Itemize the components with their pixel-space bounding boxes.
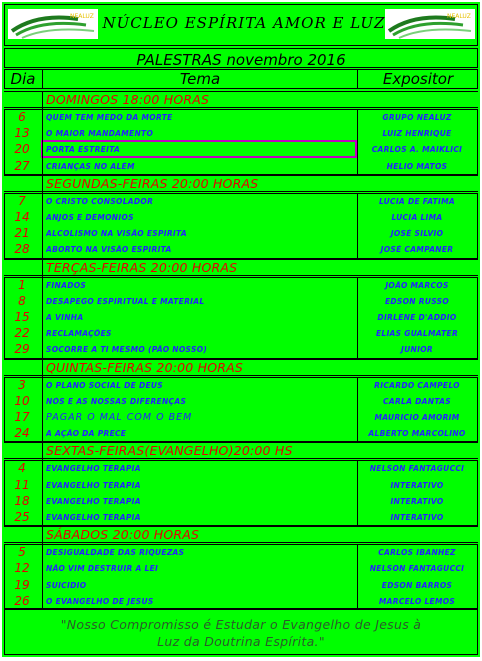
row-speaker: INTERATIVO [390,513,444,522]
column-day: Dia [10,70,36,88]
row-theme: CRIANÇAS NO ALÉM [46,161,135,171]
row-speaker: CARLOS A. MAIKLICI [371,145,463,155]
section-heading: TERÇAS-FEIRAS 20:00 HORAS [46,259,238,275]
section-rows-frame [4,544,478,610]
row-speaker: ALBERTO MARCOLINO [368,429,466,439]
row-speaker: DIRLENE D'ADDIO [377,313,457,322]
section-rows-frame [4,460,478,526]
logo-text: NEALUZ [447,13,471,20]
row-day: 1 [18,277,26,292]
row-day: 3 [18,377,26,392]
row-day: 20 [14,142,30,157]
row-speaker: JOSÉ CAMPANER [380,245,454,255]
row-speaker: CARLA DANTAS [383,396,451,406]
section-rows-frame [4,193,478,259]
row-day: 18 [14,493,30,508]
row-theme: RECLAMAÇÕES [46,329,112,339]
row-theme: A AÇÃO DA PRECE [46,429,127,439]
row-speaker: JOSÉ SILVIO [390,229,444,239]
nealuz-logo-right [385,9,475,39]
row-day: 6 [18,110,26,124]
row-speaker: ELIAS GUALMATER [375,329,459,339]
row-day: 21 [14,226,30,241]
row-speaker: RICARDO CAMPELO [374,380,460,390]
footer-quote [6,616,476,650]
row-speaker: HELIO MATOS [386,161,448,171]
row-theme: FINADOS [46,280,87,290]
row-theme: EVANGELHO TERAPIA [46,464,141,474]
row-day: 15 [14,310,30,324]
row-theme: SOCORRE A TI MESMO (PÃO NOSSO) [46,345,208,355]
row-day: 24 [14,426,30,441]
row-speaker: CARLOS IBANHEZ [378,548,456,558]
row-speaker: JOÃO MARCOS [385,280,449,290]
row-theme: PORTA ESTREITA [46,145,121,155]
section-heading: SEXTAS-FEIRAS(EVANGELHO)20:00 HS [46,443,293,459]
row-theme: ABORTO NA VISÃO ESPIRITA [46,245,172,255]
row-theme: O EVANGELHO DE JESUS [46,596,154,606]
row-day: 17 [14,410,30,424]
row-theme: O CRISTO CONSOLADOR [46,196,154,206]
row-day: 14 [14,210,30,224]
row-speaker: MAURICIO AMORIM [374,413,460,422]
section-heading: QUINTAS-FEIRAS 20:00 HORAS [46,359,244,375]
quote-line-1: "Nosso Compromisso é Estudar o Evangelho de Jesus à [60,617,422,632]
row-day: 28 [14,242,30,257]
row-speaker: EDSON RUSSO [384,296,450,306]
month-title: PALESTRAS novembro 2016 [136,51,346,69]
quote-line-2: Luz da Doutrina Espírita." [157,634,325,649]
org-title: NÚCLEO ESPÍRITA AMOR E LUZ [102,14,386,32]
row-day: 8 [18,293,26,308]
row-day: 5 [18,545,26,560]
section-rows-frame [4,377,478,443]
row-theme: QUEM TEM MEDO DA MORTE [46,113,173,122]
row-speaker: NELSON FANTAGUCCI [369,464,465,474]
row-day: 27 [14,158,30,173]
row-theme: A VINHA [46,313,84,322]
row-day: 7 [18,193,26,208]
row-day: 25 [14,510,30,524]
section-heading: DOMINGOS 18:00 HORAS [46,92,210,107]
row-speaker: INTERATIVO [390,496,444,506]
row-theme: NÓS E AS NOSSAS DIFERENÇAS [46,396,187,406]
row-theme: EVANGELHO TERAPIA [46,513,141,522]
row-day: 22 [14,326,30,341]
row-speaker: GRUPO NEALUZ [382,113,452,122]
row-day: 12 [14,561,30,576]
column-theme: Tema [179,70,221,88]
row-theme: O MAIOR MANDAMENTO [46,129,154,139]
row-day: 29 [14,342,30,357]
row-speaker: LUCIA DE FATIMA [378,196,456,206]
section-heading: SÁBADOS 20:00 HORAS [46,527,200,543]
row-speaker: JUNIOR [401,345,433,355]
row-speaker: EDSON BARROS [381,580,453,590]
row-theme: ALCOLISMO NA VISÃO ESPIRITA [46,229,187,239]
row-theme: NÃO VIM DESTRUIR A LEI [46,564,159,574]
row-theme: DESAPEGO ESPIRITUAL E MATERIAL [46,296,205,306]
row-speaker: INTERATIVO [390,480,444,490]
logo-text: NEALUZ [70,13,94,20]
row-theme: ANJOS E DEMONIOS [46,213,134,222]
row-theme: SUICIDIO [46,580,87,590]
row-theme: EVANGELHO TERAPIA [46,480,141,490]
section-rows-frame [4,109,478,175]
row-speaker: LUIZ HENRIQUE [382,129,452,139]
row-speaker: NELSON FANTAGUCCI [369,564,465,574]
nealuz-logo-left [8,9,98,39]
row-day: 4 [18,461,26,476]
row-day: 10 [14,393,30,408]
row-speaker: MARCELO LEMOS [378,596,456,606]
row-day: 19 [14,577,30,592]
row-day: 11 [14,477,30,492]
schedule-sheet [2,2,480,657]
row-speaker: LUCIA LIMA [391,213,443,222]
row-theme: O PLANO SOCIAL DE DEUS [46,380,163,390]
row-day: 26 [14,593,30,608]
column-speaker: Expositor [382,70,454,88]
row-day: 13 [14,126,30,141]
row-theme: EVANGELHO TERAPIA [46,496,141,506]
row-theme: DESIGUALDADE DAS RIQUEZAS [46,548,185,558]
section-rows-frame [4,277,478,359]
section-heading: SEGUNDAS-FEIRAS 20:00 HORAS [46,175,259,191]
row-theme: PAGAR O MAL COM O BEM [46,412,193,423]
